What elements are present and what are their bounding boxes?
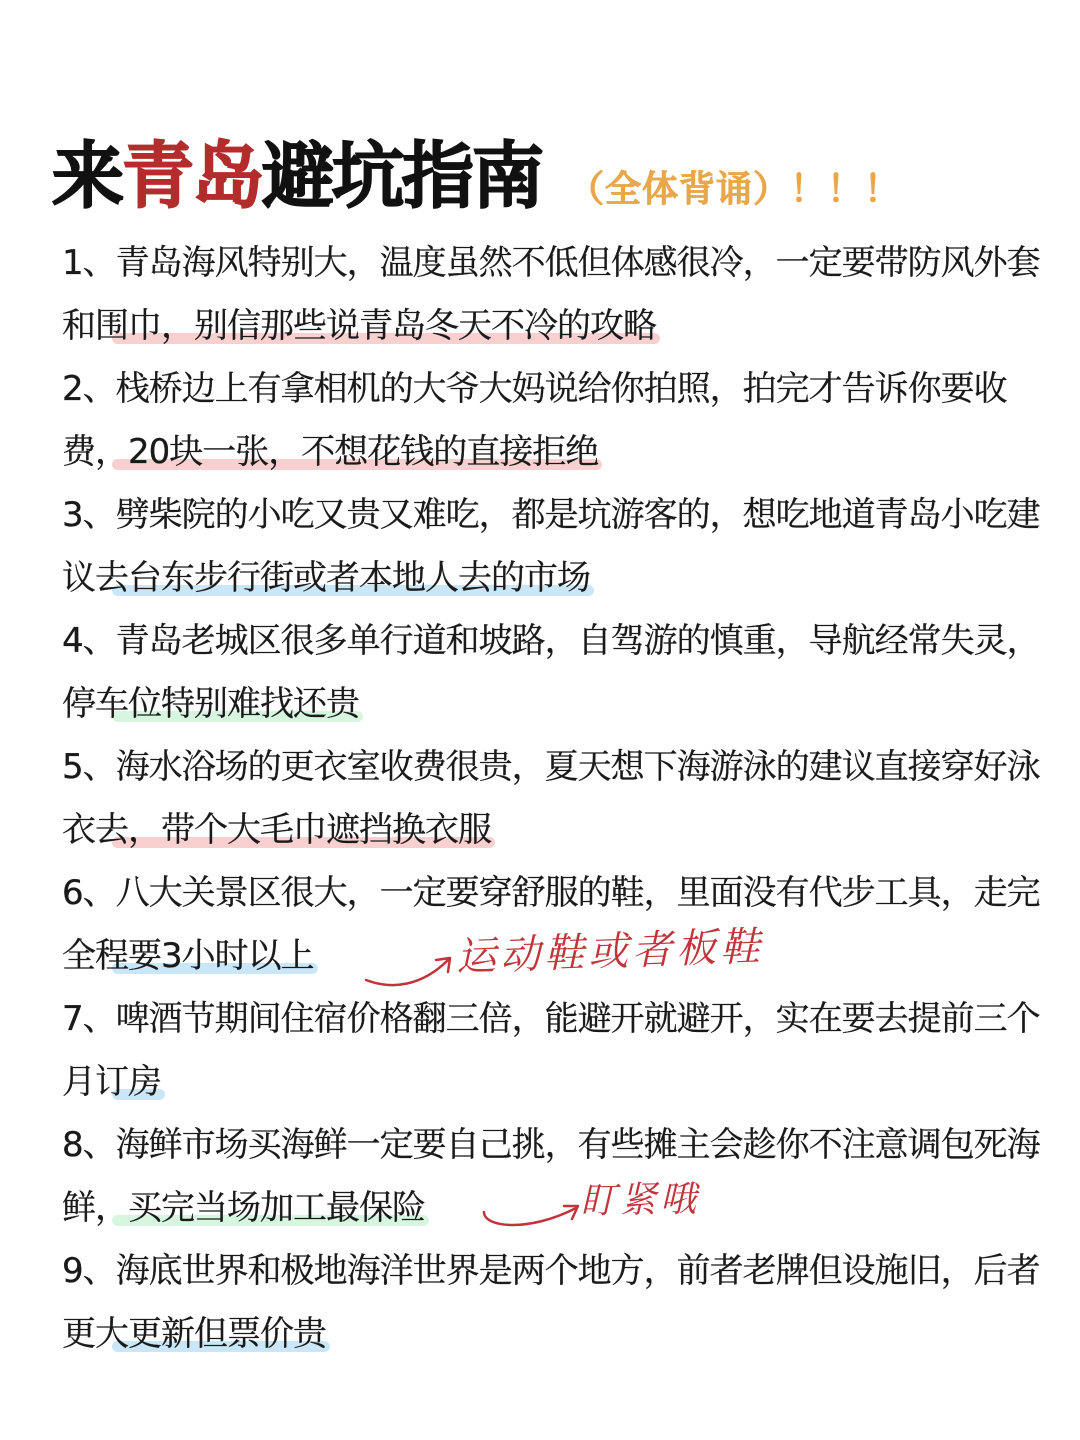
tip-number: 8、 xyxy=(62,1125,116,1165)
tip-text: 海水浴场的更衣室收费很贵，夏天想下海游泳的建议直接穿好泳衣去，带个大毛巾遮挡换衣服 xyxy=(62,747,1040,850)
tip-number: 1、 xyxy=(62,243,116,283)
handwritten-note-shoes: 运动鞋或者板鞋 xyxy=(455,923,765,981)
tip-item xyxy=(62,484,1044,610)
tip-number: 6、 xyxy=(62,873,116,913)
tip-number: 3、 xyxy=(62,495,116,535)
handwritten-note-watch: 盯紧哦 xyxy=(579,1178,701,1223)
tip-text: 海底世界和极地海洋世界是两个地方，前者老牌但设施旧，后者更大更新但票价贵 xyxy=(62,1251,1040,1354)
tip-number: 7、 xyxy=(62,999,116,1039)
tip-number: 5、 xyxy=(62,747,116,787)
tip-number: 2、 xyxy=(62,369,116,409)
title-part-2: 青岛 xyxy=(122,134,263,218)
page-title xyxy=(52,118,901,218)
tip-text: 八大关景区很大，一定要穿舒服的鞋，里面没有代步工具，走完全程要3小时以上 xyxy=(62,873,1040,976)
tip-text: 栈桥边上有拿相机的大爷大妈说给你拍照，拍完才告诉你要收费，20块一张，不想花钱的直接拒绝 xyxy=(62,369,1007,472)
tip-text: 青岛海风特别大，温度虽然不低但体感很冷，一定要带防风外套和围巾，别信那些说青岛冬天不冷的攻略 xyxy=(62,243,1040,346)
tip-item xyxy=(62,358,1044,484)
arrow-2-icon xyxy=(480,1188,590,1248)
tip-text: 青岛老城区很多单行道和坡路，自驾游的慎重，导航经常失灵，停车位特别难找还贵 xyxy=(62,621,1040,724)
tip-number: 9、 xyxy=(62,1251,116,1291)
tip-item xyxy=(62,232,1044,358)
tip-item xyxy=(62,1240,1044,1366)
tip-item xyxy=(62,610,1044,736)
tip-text: 海鲜市场买海鲜一定要自己挑，有些摊主会趁你不注意调包死海鲜，买完当场加工最保险 xyxy=(62,1125,1040,1228)
title-subtitle: （全体背诵）！！！ xyxy=(568,169,902,210)
tip-text: 啤酒节期间住宿价格翻三倍，能避开就避开，实在要去提前三个月订房 xyxy=(62,999,1040,1102)
tip-number: 4、 xyxy=(62,621,116,661)
tip-item xyxy=(62,988,1044,1114)
tip-text: 劈柴院的小吃又贵又难吃，都是坑游客的，想吃地道青岛小吃建议去台东步行街或者本地人去的市场 xyxy=(62,495,1040,598)
title-part-3: 避坑指南 xyxy=(262,134,543,218)
title-part-1: 来 xyxy=(52,134,123,218)
tip-item xyxy=(62,736,1044,862)
